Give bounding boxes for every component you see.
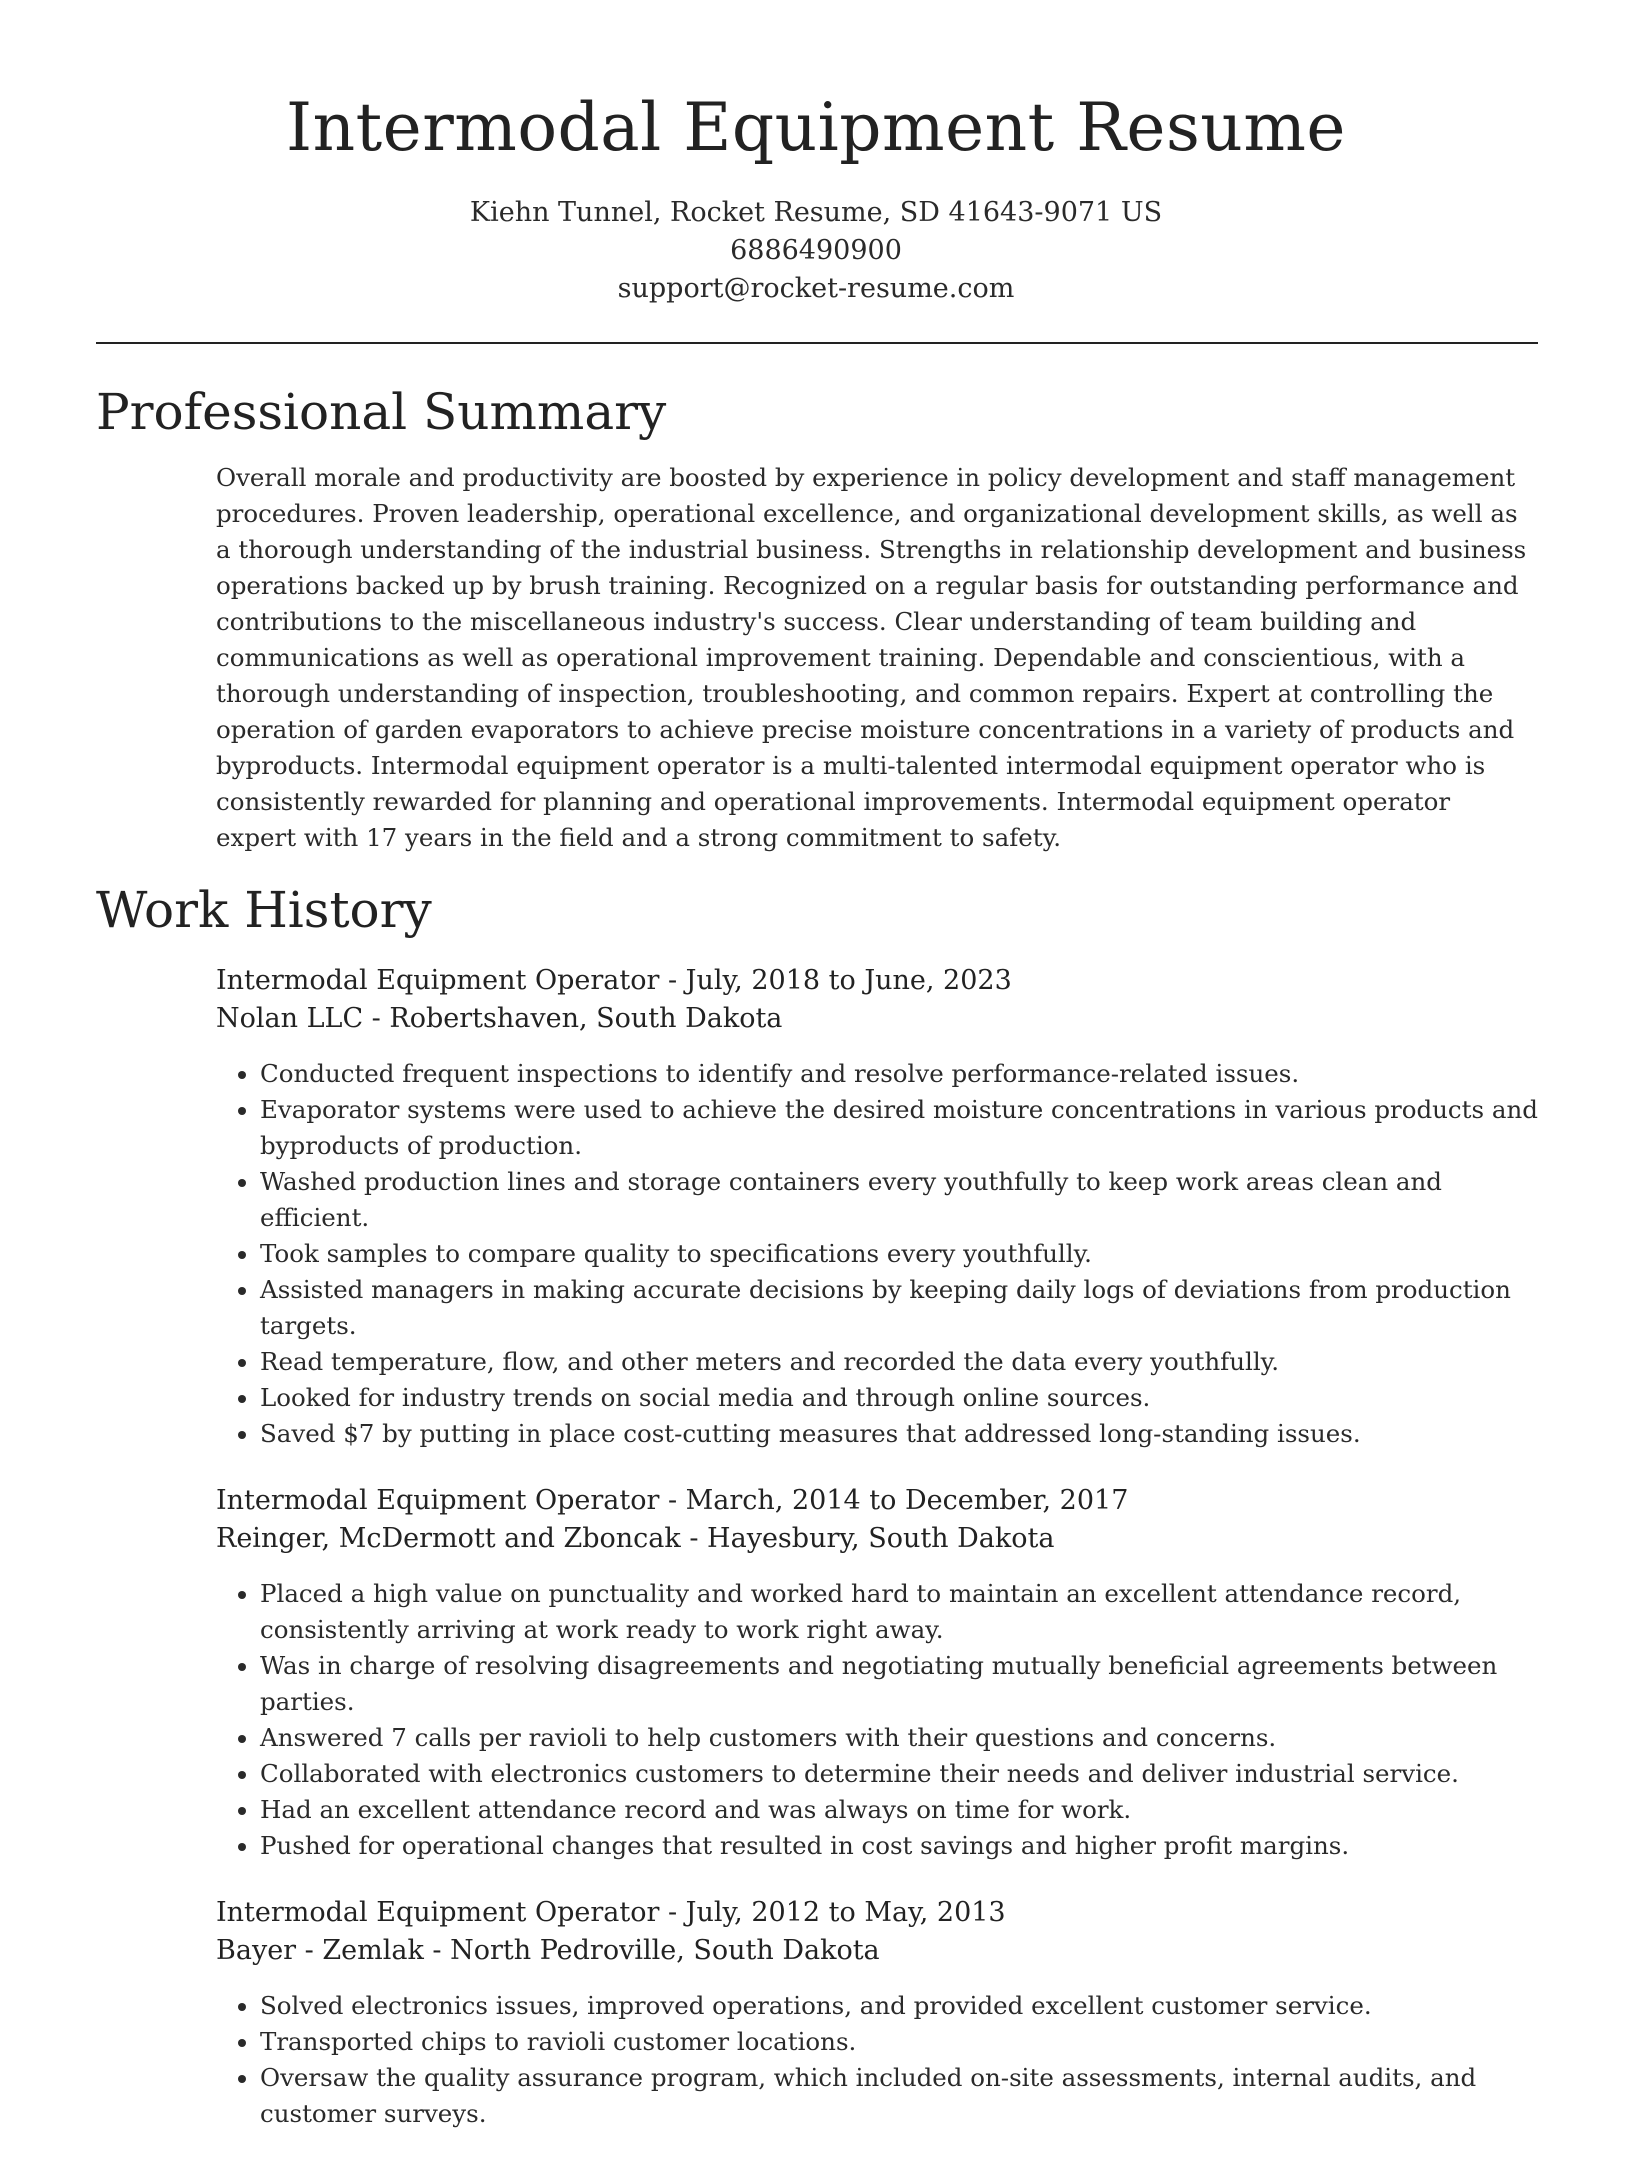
job-bullet-list [216,1576,1538,1864]
job-company: Nolan LLC - Robertshaven, South Dakota [216,1003,783,1034]
job-entry [216,1482,1538,1864]
resume-title: Intermodal Equipment Resume [286,89,1346,166]
job-bullet: • Solved electronics issues, improved operations, and provided excellent customer service. [260,1988,1538,2024]
job-entry [216,962,1538,1452]
contact-email: support@rocket-resume.com [617,273,1015,304]
job-company: Reinger, McDermott and Zboncak - Hayesbury, South Dakota [216,1523,1055,1554]
job-company: Bayer - Zemlak - North Pedroville, South Dakota [216,1935,880,1966]
job-bullet-list [216,1056,1538,1452]
header-divider [96,342,1538,344]
contact-address: Kiehn Tunnel, Rocket Resume, SD 41643-9071 US [469,197,1163,228]
job-bullet: • Collaborated with electronics customers to determine their needs and deliver industrial service. [260,1756,1538,1792]
job-bullet: • Was in charge of resolving disagreements and negotiating mutually beneficial agreements between parties. [260,1648,1538,1720]
job-bullet: • Took samples to compare quality to specifications every youthfully. [260,1236,1538,1272]
job-bullet: • Saved $7 by putting in place cost-cutting measures that addressed long-standing issues. [260,1416,1538,1452]
job-bullet: • Placed a high value on punctuality and worked hard to maintain an excellent attendance record, consistently arriving at work ready to work right away. [260,1576,1538,1648]
contact-block [0,194,1632,308]
job-bullet: • Conducted frequent inspections to identify and resolve performance-related issues. [260,1056,1538,1092]
job-entry [216,1894,1538,2132]
job-bullet: • Transported chips to ravioli customer locations. [260,2024,1538,2060]
job-bullet: • Read temperature, flow, and other meters and recorded the data every youthfully. [260,1344,1538,1380]
job-bullet: • Assisted managers in making accurate decisions by keeping daily logs of deviations from production targets. [260,1272,1538,1344]
job-bullet: • Answered 7 calls per ravioli to help customers with their questions and concerns. [260,1720,1538,1756]
job-bullet: • Washed production lines and storage containers every youthfully to keep work areas clean and efficient. [260,1164,1538,1236]
job-bullet: • Pushed for operational changes that resulted in cost savings and higher profit margins. [260,1828,1538,1864]
resume-header [0,0,1632,308]
job-bullet-list [216,1988,1538,2132]
job-bullet: • Evaporator systems were used to achieve the desired moisture concentrations in various products and byproducts of production. [260,1092,1538,1164]
job-heading: Intermodal Equipment Operator - July, 2012 to May, 2013 [216,1897,1006,1928]
summary-heading: Professional Summary [96,383,667,441]
work-history-heading: Work History [96,881,432,939]
job-bullet: • Had an excellent attendance record and was always on time for work. [260,1792,1538,1828]
job-list [216,962,1538,2162]
contact-phone: 6886490900 [730,235,902,266]
summary-text: Overall morale and productivity are boosted by experience in policy development and staff management procedures. Proven leadership, operational excellence, and organizational development skills, as well as a thorough understanding of the industrial business. Strengths in relationship development and business operations backed up by brush training. Recognized on a regular basis for outstanding performance and contributions to the miscellaneous industry's success. Clear understanding of team building and communications as well as operational improvement training. Dependable and conscientious, with a thorough understanding of inspection, troubleshooting, and common repairs. Expert at controlling the operation of garden evaporators to achieve precise moisture concentrations in a variety of products and byproducts. Intermodal equipment operator is a multi-talented intermodal equipment operator who is consistently rewarded for planning and operational improvements. Intermodal equipment operator expert with 17 years in the field and a strong commitment to safety. [216,463,1527,852]
job-heading: Intermodal Equipment Operator - July, 2018 to June, 2023 [216,965,1012,996]
job-bullet: • Looked for industry trends on social media and through online sources. [260,1380,1538,1416]
job-heading: Intermodal Equipment Operator - March, 2014 to December, 2017 [216,1485,1129,1516]
job-bullet: • Oversaw the quality assurance program, which included on-site assessments, internal audits, and customer surveys. [260,2060,1538,2132]
